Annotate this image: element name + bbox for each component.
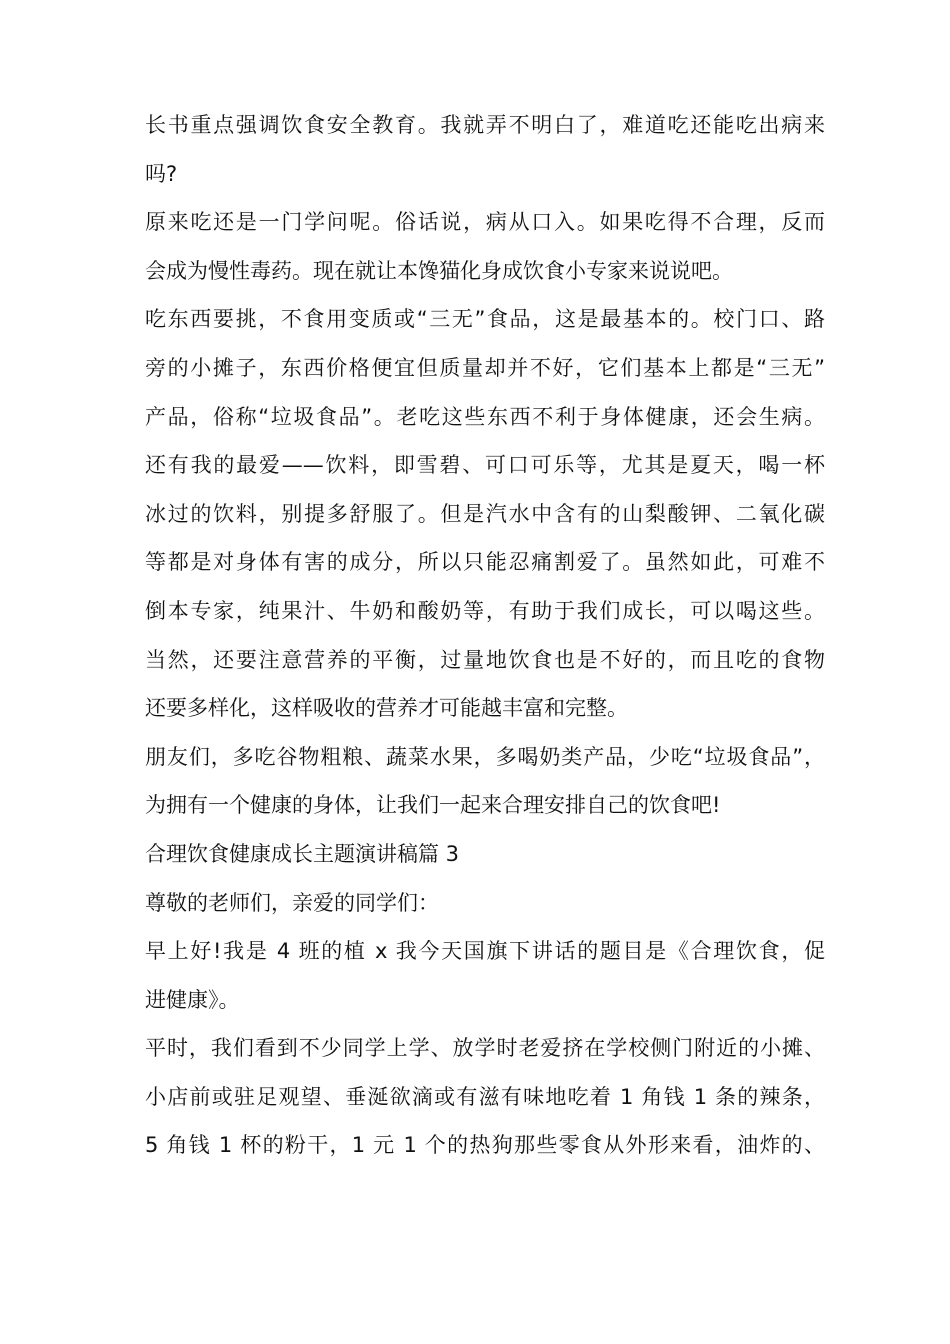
text-line: 早上好!我是 4 班的植 x 我今天国旗下讲话的题目是《合理饮食，促 (145, 939, 825, 964)
text-line: 原来吃还是一门学问呢。俗话说，病从口入。如果吃得不合理，反而 (145, 210, 825, 235)
text-line: 进健康》。 (145, 987, 240, 1012)
section-heading: 合理饮食健康成长主题演讲稿篇 3 (145, 841, 460, 866)
text-line: 长书重点强调饮食安全教育。我就弄不明白了，难道吃还能吃出病来 (145, 113, 825, 137)
text-line: 为拥有一个健康的身体，让我们一起来合理安排自己的饮食吧! (145, 793, 721, 818)
text-line: 当然，还要注意营养的平衡，过量地饮食也是不好的，而且吃的食物 (145, 647, 825, 672)
text-line: 产品，俗称“垃圾食品”。老吃这些东西不利于身体健康，还会生病。 (145, 404, 825, 429)
text-line: 会成为慢性毒药。现在就让本馋猫化身成饮食小专家来说说吧。 (145, 258, 733, 283)
text-line: 吗? (145, 161, 178, 186)
text-line: 尊敬的老师们，亲爱的同学们： (145, 890, 439, 915)
text-line: 等都是对身体有害的成分，所以只能忍痛割爱了。虽然如此，可难不 (145, 550, 825, 575)
text-line: 朋友们，多吃谷物粗粮、蔬菜水果，多喝奶类产品，少吃“垃圾食品”， (145, 744, 825, 769)
text-line: 平时，我们看到不少同学上学、放学时老爱挤在学校侧门附近的小摊、 (145, 1036, 825, 1061)
text-line: 倒本专家，纯果汁、牛奶和酸奶等，有助于我们成长，可以喝这些。 (145, 598, 825, 623)
text-line: 还有我的最爱——饮料，即雪碧、可口可乐等，尤其是夏天，喝一杯 (145, 453, 825, 478)
document-body (145, 101, 825, 1170)
text-line: 还要多样化，这样吸收的营养才可能越丰富和完整。 (145, 696, 628, 721)
text-line: 5 角钱 1 杯的粉干，1 元 1 个的热狗那些零食从外形来看，油炸的、 (145, 1133, 825, 1158)
text-line: 冰过的饮料，别提多舒服了。但是汽水中含有的山梨酸钾、二氧化碳 (145, 501, 825, 526)
text-line: 小店前或驻足观望、垂涎欲滴或有滋有味地吃着 1 角钱 1 条的辣条， (145, 1084, 825, 1109)
text-line: 吃东西要挑，不食用变质或“三无”食品，这是最基本的。校门口、路 (145, 307, 825, 332)
text-line: 旁的小摊子，东西价格便宜但质量却并不好，它们基本上都是“三无” (145, 355, 825, 380)
